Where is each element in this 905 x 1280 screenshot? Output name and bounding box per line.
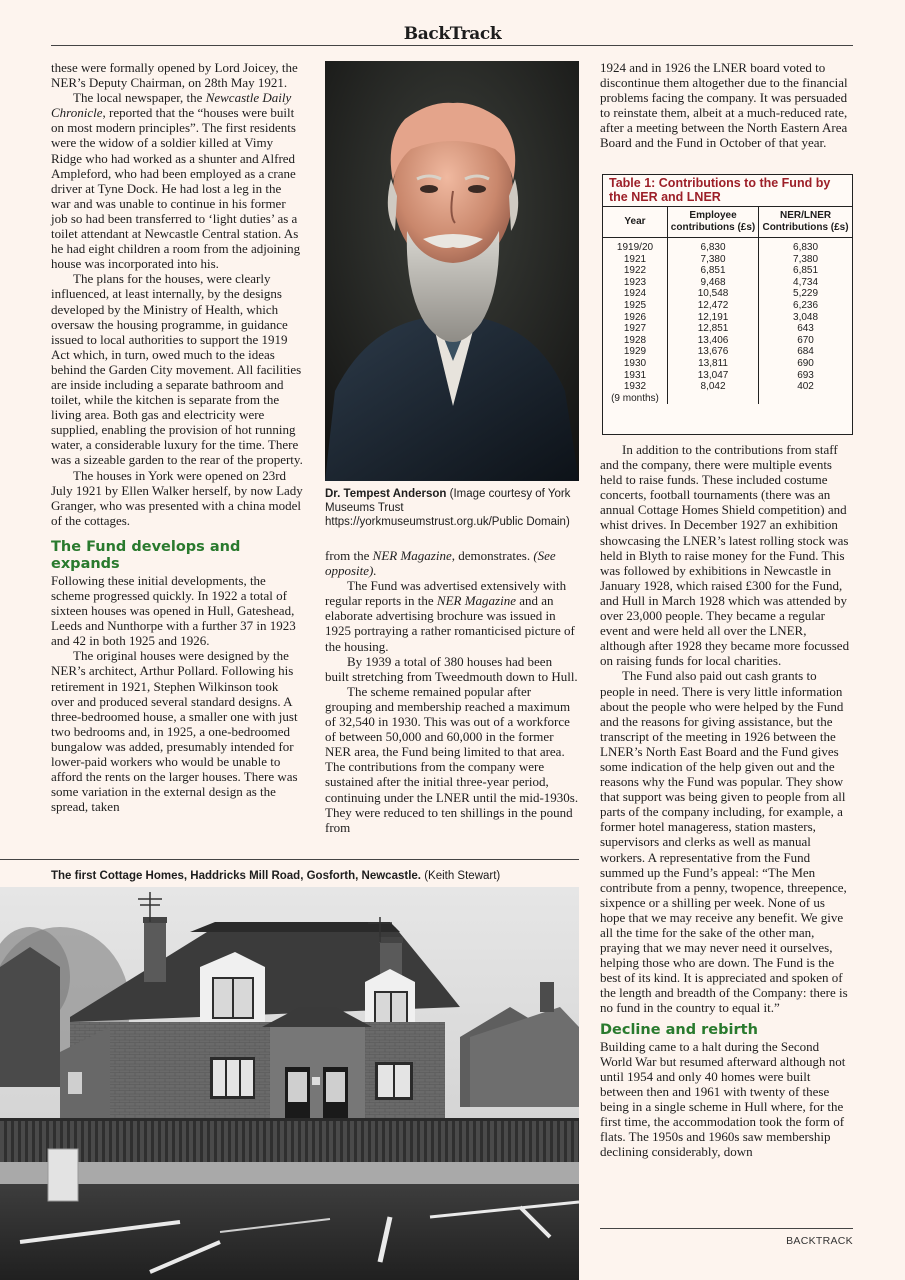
- table-cell: 1922: [623, 265, 647, 277]
- paragraph: The scheme remained popular after grouping and membership reached a maximum of 32,540 in 1930. This was out of a workforce of between 50,000 and 60,000 in the former NER area, the Fund being limited to that area. The contributions from the company were sustained after the initial three-year period, continuing under the LNER until the mid-1930s. They were reduced to ten shillings in the pound from: [325, 683, 579, 835]
- table-cell: 6,851: [700, 265, 726, 277]
- paragraph: 1924 and in 1926 the LNER board voted to discontinue them altogether due to the financial problems facing the company. It was persuaded to reinstate them, albeit at a much-reduced rate, after a meeting between the North Eastern Area Board and the Fund in October of that year.: [600, 60, 848, 151]
- table-cell: 1927: [623, 323, 647, 335]
- table-body: [603, 238, 852, 405]
- table-cell: 1925: [623, 299, 647, 311]
- contributions-table: [602, 174, 853, 435]
- column-2: [325, 548, 579, 835]
- table-cell: 402: [797, 381, 814, 393]
- column-1: [51, 60, 303, 814]
- masthead-logo: BackTrack: [403, 24, 502, 44]
- portrait-caption: [325, 487, 579, 529]
- text-run: The Fund was advertised extensively with regular reports in the: [325, 578, 567, 609]
- table-cell: 13,676: [697, 346, 729, 358]
- table-cell: 3,048: [793, 311, 819, 323]
- column-3-continued: [600, 442, 853, 1159]
- table-cell: 1919/20: [616, 242, 654, 253]
- table-cell: 12,851: [697, 323, 729, 335]
- table-cell: 13,406: [697, 334, 729, 346]
- table-cell: 1926: [623, 311, 647, 323]
- table-row: [603, 238, 852, 405]
- table-cell: 1930: [623, 357, 647, 369]
- text-run: and an elaborate advertising brochure was issued in 1925 portraying a rather romanticised picture of the housing.: [325, 593, 575, 654]
- table-cell: 693: [797, 369, 814, 381]
- house-photo-caption: [51, 869, 579, 883]
- portrait-photo: [325, 61, 579, 481]
- table-cell: 6,236: [793, 299, 819, 311]
- table-header-cell: Employee contributions (£s): [668, 207, 759, 238]
- table-cell: 12,472: [697, 299, 729, 311]
- paragraph: The plans for the houses, were clearly influenced, at least internally, by the designs developed by the Ministry of Health, which oversaw the housing programme, in guidance issued to local authorities to support the 1919 Act which, in turn, owed much to the ideas behind the Garden City movement. All facilities are inside including a separate bathroom and toilet, while the kitchen is separate from the living area. Both gas and electricity were supplied, enabling the provision of hot running water, a considerable luxury for the time. There was a sizeable garden to the rear of the property.: [51, 271, 303, 468]
- caption-subject: The first Cottage Homes, Haddricks Mill Road, Gosforth, Newcastle.: [51, 870, 421, 882]
- table-footnote: (9 months): [611, 392, 659, 404]
- caption-credit: (Keith Stewart): [421, 870, 501, 882]
- table-column-cell: [668, 238, 759, 405]
- magazine-title: NER Magazine: [372, 548, 452, 563]
- table-cell: 6,830: [793, 242, 819, 253]
- paragraph: The houses in York were opened on 23rd July 1921 by Ellen Walker herself, by now Lady Granger, who was presented with a china model of the cottages.: [51, 467, 303, 528]
- paragraph: Following these initial developments, the scheme progressed quickly. In 1922 a total of sixteen houses was opened in Hull, Gateshead, Leeds and Nunthorpe with a further 37 in 1923 and 42 in both 1925 and 1926.: [51, 572, 296, 649]
- table-cell: 6,851: [793, 265, 819, 277]
- table-cell: 670: [797, 334, 814, 346]
- text-run: from the: [325, 548, 373, 563]
- caption-credit: (Image courtesy of York Museums Trust https://yorkmuseumstrust.org.uk/Public Domain): [325, 488, 571, 528]
- newspaper-title: Newcastle Daily Chronicle: [51, 90, 292, 121]
- table-cell: 1931: [623, 369, 647, 381]
- table-cell: 1928: [623, 334, 647, 346]
- table-cell: 684: [797, 346, 814, 358]
- table-cell: 10,548: [697, 288, 729, 300]
- paragraph: [325, 578, 579, 653]
- section-heading: The Fund develops and expands: [51, 538, 241, 572]
- paragraph: The original houses were designed by the NER’s architect, Arthur Pollard. Following his retirement in 1921, Stephen Wilkinson took over and produced several standard designs. A three-bedroomed house, a smaller one with just two bedrooms and, in 1925, a one-bedroomed bungalow was added, presumably intended for lower-paid workers who would be unable to afford the rents on the larger houses. There was some variation in the external design as the spread, taken: [51, 648, 298, 815]
- caption-subject: Dr. Tempest Anderson: [325, 488, 447, 500]
- paragraph: In addition to the contributions from staff and the company, there were multiple events held to raise funds. These included costume concerts, football tournaments (there was an annual Cottage Homes Shield competition) and whist drives. In December 1927 an exhibition showcasing the LNER’s latest rolling stock was held in Blyth to raise money for the Fund. This was followed by exhibitions in Newcastle in January 1928, which raised £300 for the Fund, and Hull in March 1928 which was attended by over 23,000 people. They became a regular event and were held all over the LNER, although after 1928 they became more focussed on raising funds for local charities.: [600, 442, 850, 669]
- header-rule: [51, 45, 853, 46]
- table-cell: 1923: [623, 276, 647, 288]
- text-run: , reported that the “houses were built on most modern principles”. The first residents were the widow of a soldier killed at Vimy Ridge who had worked as a shunter and Alfred Ampleford, who had been employed as a crane driver at Tyne Dock. He had lost a leg in the war and was unable to continue in his former job so had been transferred to ‘light duties’ as a toilet attendant at Newcastle Central station. As he had eight children a room from the adjoining house was incorporated into his.: [51, 105, 301, 272]
- table-header-cell: Year: [603, 207, 668, 238]
- cottage-homes-photo: [0, 887, 579, 1280]
- table-cell: 1932: [623, 381, 647, 393]
- cross-reference: (See opposite).: [325, 548, 556, 579]
- table-title: Table 1: Contributions to the Fund by the NER and LNER: [603, 175, 852, 207]
- table-cell: 1924: [623, 288, 647, 300]
- table-header-cell: NER/LNER Contributions (£s): [759, 207, 852, 238]
- column-3: [600, 60, 853, 151]
- paragraph: [51, 90, 303, 271]
- table-cell: 9,468: [700, 276, 726, 288]
- table-cell: 13,047: [697, 369, 729, 381]
- table-cell: 13,811: [698, 357, 728, 369]
- magazine-title: NER Magazine: [436, 593, 516, 609]
- table-cell: 1929: [623, 346, 647, 358]
- table-cell: 6,830: [700, 242, 726, 253]
- table-header-row: [603, 207, 852, 238]
- text-run: , demonstrates.: [451, 548, 534, 563]
- footer-rule: [600, 1228, 853, 1229]
- table-grid: [603, 207, 852, 404]
- text-run: The local newspaper, the: [73, 90, 206, 106]
- table-cell: 7,380: [700, 253, 726, 265]
- table-cell: 7,380: [793, 253, 819, 265]
- table-cell: 8,042: [700, 381, 726, 393]
- section-heading: Decline and rebirth: [600, 1021, 758, 1038]
- table-cell: 12,191: [697, 311, 729, 323]
- paragraph: Building came to a halt during the Second World War but resumed afterward although not until 1954 and only 40 homes were built between then and 1961 with twenty of these being in a single scheme in Hull where, for the first time, the accommodation took the form of flats. The 1950s and 1960s saw membership declining considerably, down: [600, 1038, 846, 1160]
- footer-label: BACKTRACK: [786, 1235, 853, 1247]
- table-cell: 643: [797, 323, 814, 335]
- paragraph: [325, 548, 579, 578]
- table-cell: 690: [797, 357, 814, 369]
- paragraph: The Fund also paid out cash grants to people in need. There is very little information about the people who were helped by the Fund and the reasons for giving assistance, but the transcript of the meeting in 1926 between the LNER’s North East Board and the Fund gives some indication of the help given out and the reasons why the Fund was popular. They show that support was being given to people from all parts of the company including, for example, a former hotel manageress, station masters, supervisors and clerks as well as manual workers. A representative from the Fund summed up the Fund’s appeal: “The Men contribute from a penny, twopence, threepence, sixpence or a shilling per week. None of us hope that we may receive any benefit. We give all the time for the sake of the other man, praying that we may never need it ourselves, helping those who are down. The Fund is the best of its kind. It is appreciated and spoken of the length and breadth of the Company: there is no fund in the country to equal it.”: [600, 668, 848, 1016]
- paragraph: these were formally opened by Lord Joicey, the NER’s Deputy Chairman, on 28th May 1921.: [51, 60, 298, 91]
- table-column-cell: [759, 238, 852, 405]
- caption-rule: [0, 859, 579, 860]
- table-column-cell: [603, 238, 668, 405]
- table-cell: 1921: [623, 253, 647, 265]
- table-cell: 5,229: [793, 288, 819, 300]
- paragraph: By 1939 a total of 380 houses had been built stretching from Tweedmouth down to Hull.: [325, 653, 578, 684]
- table-cell: 4,734: [793, 276, 819, 288]
